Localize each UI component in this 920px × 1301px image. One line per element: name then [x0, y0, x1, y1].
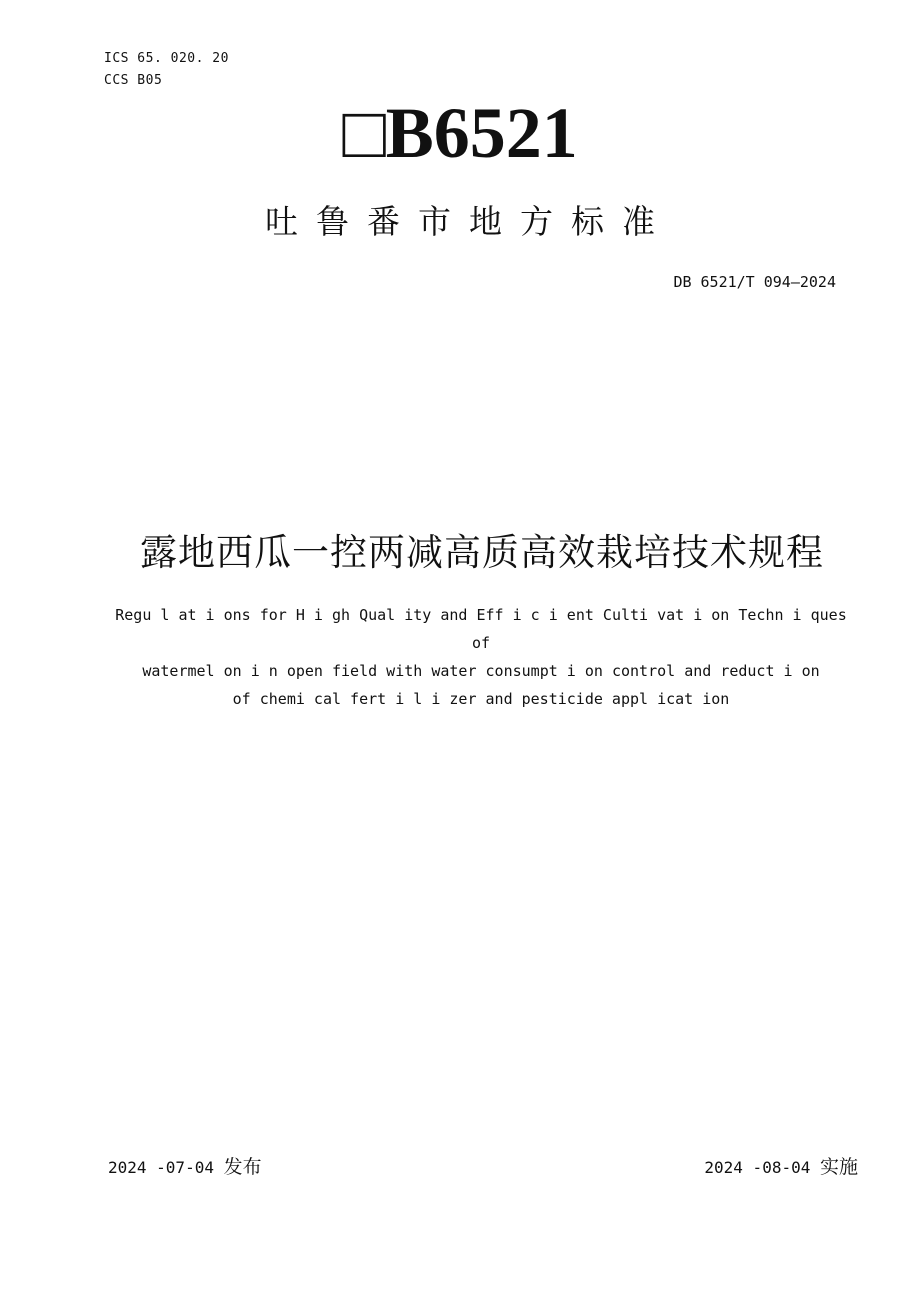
chinese-title: 露地西瓜一控两减高质高效栽培技术规程	[140, 531, 824, 574]
implement-date-block	[704, 1152, 858, 1179]
english-title-line: watermel on i n open field with water consumpt i on control and reduct i on	[142, 662, 820, 680]
ccs-code: CCS B05	[104, 73, 163, 88]
implement-label: 实施	[819, 1156, 858, 1178]
release-date-block	[108, 1152, 262, 1179]
implement-date: 2024 -08-04	[704, 1158, 820, 1177]
release-date: 2024 -07-04	[108, 1158, 224, 1177]
ics-code: ICS 65. 020. 20	[104, 51, 229, 66]
standard-code-logo: □B6521	[342, 93, 578, 173]
english-title-line: of	[471, 634, 491, 652]
issuer-title: 吐鲁番市地方标准	[265, 202, 673, 241]
release-label: 发布	[223, 1156, 262, 1178]
english-title-line: Regu l at i ons for H i gh Qual ity and Eff i c i ent Culti vat i on Techn i ques	[115, 606, 847, 624]
document-number: DB 6521/T 094—2024	[673, 273, 836, 291]
english-title-line: of chemi cal fert i l i zer and pesticide appl icat ion	[232, 690, 730, 708]
